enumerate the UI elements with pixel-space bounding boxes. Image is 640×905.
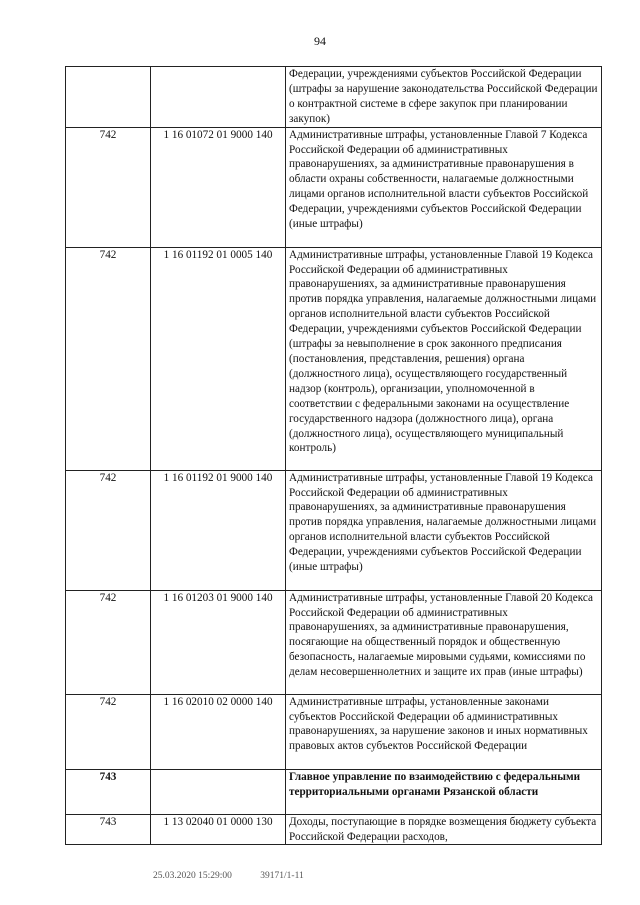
description-cell: Административные штрафы, установленные Главой 20 Кодекса Российской Федерации об административных правонарушениях, за административные правонарушения, посягающие на общественный порядок и общественную безопасность, налагаемые мировыми судьями, комиссиями по делам несовершеннолетних и защите их прав (иные штрафы) — [286, 590, 602, 694]
footer-doc-id: 39171/1-11 — [260, 871, 304, 881]
admin-code-cell: 743 — [66, 814, 151, 845]
table-row — [66, 694, 602, 769]
description-cell: Главное управление по взаимодействию с федеральными территориальными органами Рязанской области — [286, 769, 602, 814]
admin-code-cell: 742 — [66, 127, 151, 247]
footer-timestamp: 25.03.2020 15:29:00 — [153, 871, 232, 881]
admin-code-cell: 742 — [66, 470, 151, 590]
table-row — [66, 814, 602, 845]
footer-stamp — [153, 871, 330, 881]
kbk-code-cell — [151, 67, 286, 128]
admin-code-cell: 742 — [66, 694, 151, 769]
description-cell: Административные штрафы, установленные законами субъектов Российской Федерации об административных правонарушениях, за нарушение законов и иных нормативных правовых актов субъектов Российской Федерации — [286, 694, 602, 769]
table-row — [66, 590, 602, 694]
budget-codes-table — [65, 66, 602, 845]
description-cell: Административные штрафы, установленные Главой 19 Кодекса Российской Федерации об административных правонарушениях, за административные правонарушения против порядка управления, налагаемые должностными лицами органов исполнительной власти субъектов Российской Федерации, учреждениями субъектов Российской Федерации (штрафы за невыполнение в срок законного предписания (постановления, представления, решения) органа (должностного лица), осуществляющего государственный надзор (контроль), организации, уполномоченной в соответствии с федеральными законами на осуществление государственного надзора (должностного лица), органа (должностного лица), осуществляющего муниципальный контроль) — [286, 247, 602, 470]
kbk-code-cell: 1 16 02010 02 0000 140 — [151, 694, 286, 769]
kbk-code-cell: 1 13 02040 01 0000 130 — [151, 814, 286, 845]
admin-code-cell: 743 — [66, 769, 151, 814]
admin-code-cell — [66, 67, 151, 128]
kbk-code-cell: 1 16 01192 01 9000 140 — [151, 470, 286, 590]
kbk-code-cell: 1 16 01203 01 9000 140 — [151, 590, 286, 694]
table-row — [66, 127, 602, 247]
description-cell: Административные штрафы, установленные Главой 7 Кодекса Российской Федерации об административных правонарушениях, за административные правонарушения в области охраны собственности, налагаемые должностными лицами органов исполнительной власти субъектов Российской Федерации, учреждениями субъектов Российской Федерации (иные штрафы) — [286, 127, 602, 247]
table-row — [66, 470, 602, 590]
kbk-code-cell — [151, 769, 286, 814]
description-cell: Федерации, учреждениями субъектов Российской Федерации (штрафы за нарушение законодательства Российской Федерации о контрактной системе в сфере закупок при планировании закупок) — [286, 67, 602, 128]
table-row — [66, 67, 602, 128]
table-row — [66, 247, 602, 470]
description-cell: Доходы, поступающие в порядке возмещения бюджету субъекта Российской Федерации расходов, — [286, 814, 602, 845]
page-number: 94 — [314, 34, 326, 48]
admin-code-cell: 742 — [66, 247, 151, 470]
kbk-code-cell: 1 16 01192 01 0005 140 — [151, 247, 286, 470]
admin-code-cell: 742 — [66, 590, 151, 694]
kbk-code-cell: 1 16 01072 01 9000 140 — [151, 127, 286, 247]
table-row — [66, 769, 602, 814]
description-cell: Административные штрафы, установленные Главой 19 Кодекса Российской Федерации об административных правонарушениях, за административные правонарушения против порядка управления, налагаемые должностными лицами органов исполнительной власти субъектов Российской Федерации, учреждениями субъектов Российской Федерации (иные штрафы) — [286, 470, 602, 590]
